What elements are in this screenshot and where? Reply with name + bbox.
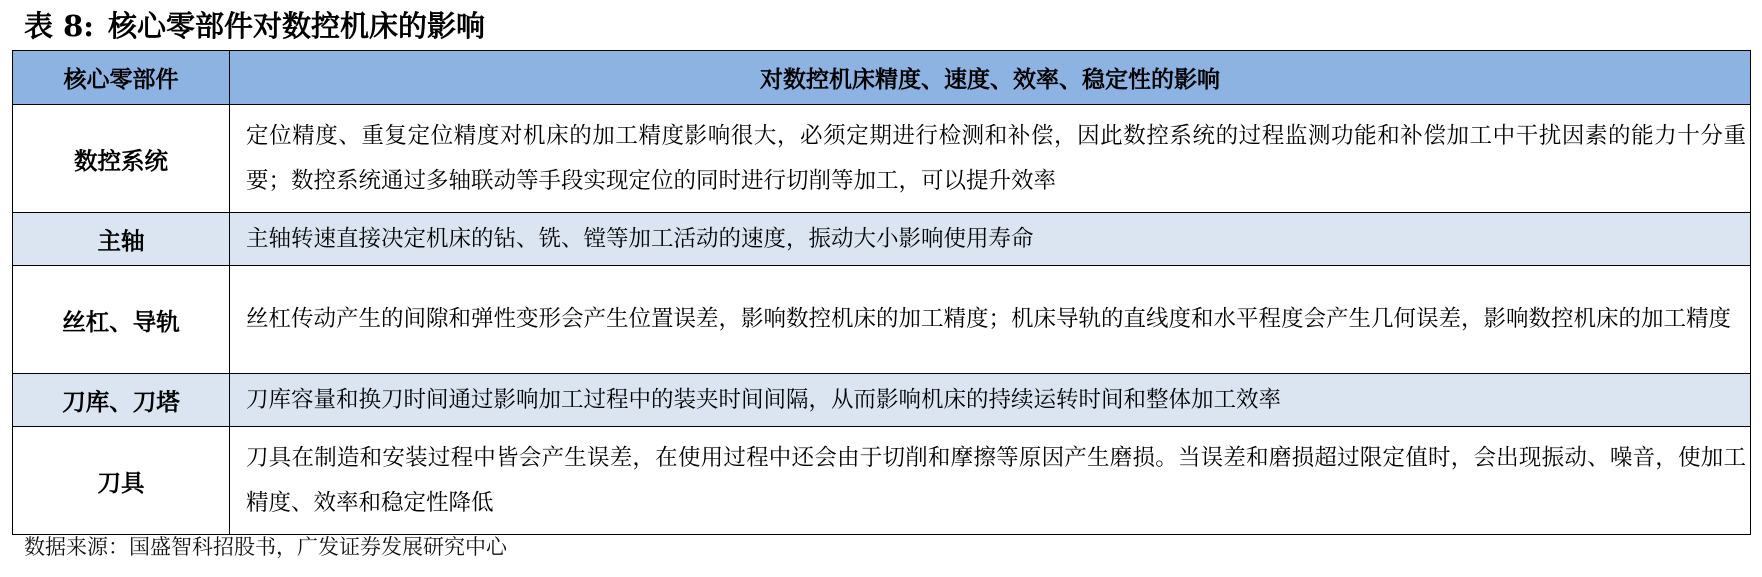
row-part-cutting-tool: 刀具 (13, 427, 230, 535)
table-row (13, 266, 1751, 374)
impact-table (12, 50, 1751, 535)
row-part-screw-guide: 丝杠、导轨 (13, 266, 230, 374)
table-row (13, 213, 1751, 266)
data-source-note: 数据来源：国盛智科招股书，广发证券发展研究中心 (24, 535, 507, 559)
table-row (13, 374, 1751, 427)
row-impact-spindle: 主轴转速直接决定机床的钻、铣、镗等加工活动的速度，振动大小影响使用寿命 (230, 213, 1751, 266)
table-row (13, 427, 1751, 535)
caption-title: 核心零部件对数控机床的影响 (107, 9, 485, 43)
header-impact: 对数控机床精度、速度、效率、稳定性的影响 (230, 51, 1751, 105)
caption-label: 表 8: (24, 9, 94, 43)
table-header-row (13, 51, 1751, 105)
row-impact-tool-magazine: 刀库容量和换刀时间通过影响加工过程中的装夹时间间隔，从而影响机床的持续运转时间和整体加工效率 (230, 374, 1751, 427)
row-part-spindle: 主轴 (13, 213, 230, 266)
header-part: 核心零部件 (13, 51, 230, 105)
row-part-cnc-system: 数控系统 (13, 105, 230, 213)
row-part-tool-magazine: 刀库、刀塔 (13, 374, 230, 427)
row-impact-screw-guide: 丝杠传动产生的间隙和弹性变形会产生位置误差，影响数控机床的加工精度；机床导轨的直线度和水平程度会产生几何误差，影响数控机床的加工精度 (230, 266, 1751, 374)
table-caption (24, 6, 485, 46)
row-impact-cnc-system: 定位精度、重复定位精度对机床的加工精度影响很大，必须定期进行检测和补偿，因此数控系统的过程监测功能和补偿加工中干扰因素的能力十分重要；数控系统通过多轴联动等手段实现定位的同时进行切削等加工，可以提升效率 (230, 105, 1751, 213)
table-row (13, 105, 1751, 213)
row-impact-cutting-tool: 刀具在制造和安装过程中皆会产生误差，在使用过程中还会由于切削和摩擦等原因产生磨损。当误差和磨损超过限定值时，会出现振动、噪音，使加工精度、效率和稳定性降低 (230, 427, 1751, 535)
